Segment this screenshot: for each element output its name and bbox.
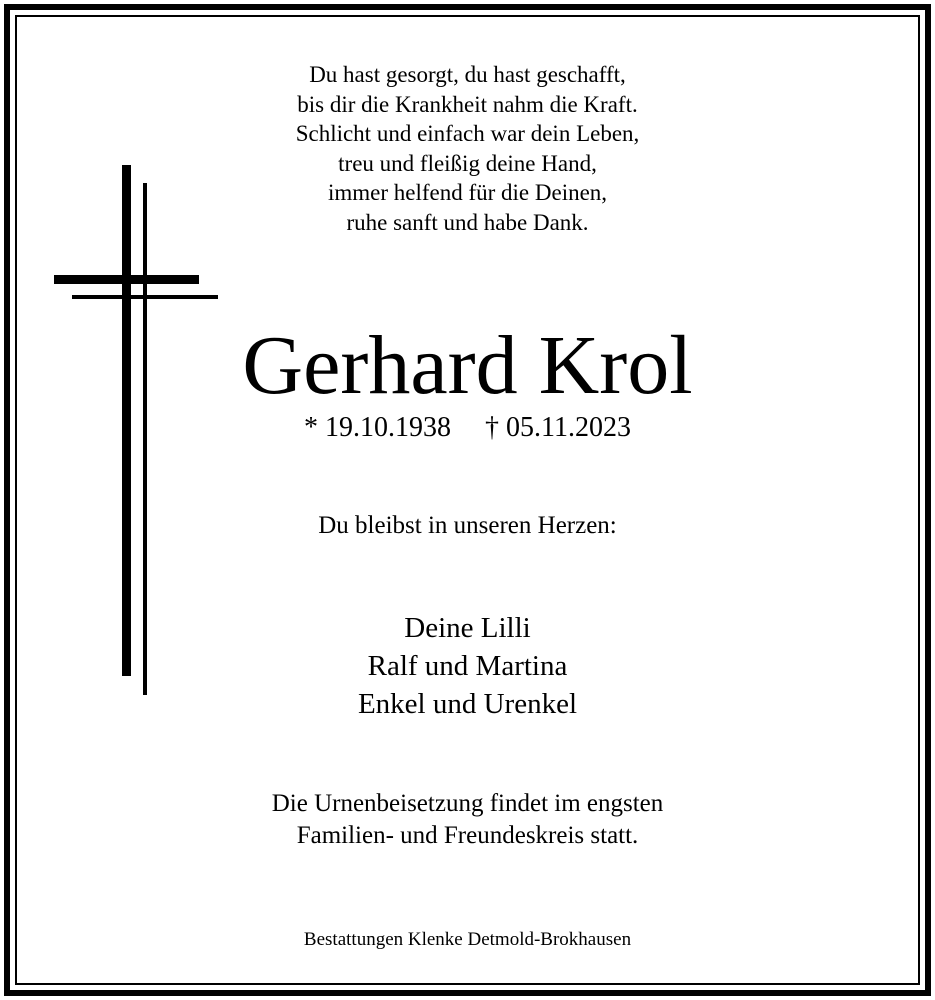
notice-line: Die Urnenbeisetzung findet im engsten — [271, 790, 664, 817]
poem-line: Du hast gesorgt, du hast geschafft, — [309, 62, 626, 87]
mourner: Enkel und Urenkel — [357, 688, 578, 720]
burial-notice — [0, 788, 935, 852]
poem-line: treu und fleißig deine Hand, — [338, 150, 597, 176]
notice-line: Familien- und Freundeskreis statt. — [296, 822, 639, 849]
mourners-list — [0, 609, 935, 723]
poem-line: immer helfend für die Deinen, — [327, 180, 608, 205]
poem-line: bis dir die Krankheit nahm die Kraft. — [297, 91, 638, 117]
cross-main-horizontal — [54, 275, 199, 284]
cross-thin-horizontal — [72, 295, 218, 299]
closing-line: Du bleibst in unseren Herzen: — [318, 512, 617, 539]
mourner: Ralf und Martina — [367, 650, 568, 682]
poem-line: ruhe sanft und habe Dank. — [346, 209, 589, 235]
birth-date: * 19.10.1938 — [304, 412, 452, 443]
undertaker-credit: Bestattungen Klenke Detmold-Brokhausen — [303, 929, 632, 950]
death-date: † 05.11.2023 — [485, 412, 631, 443]
mourner: Deine Lilli — [404, 612, 531, 644]
life-dates — [0, 410, 935, 446]
memorial-poem — [0, 60, 935, 237]
poem-line: Schlicht und einfach war dein Leben, — [295, 121, 640, 146]
deceased-name: Gerhard Krol — [242, 319, 693, 412]
